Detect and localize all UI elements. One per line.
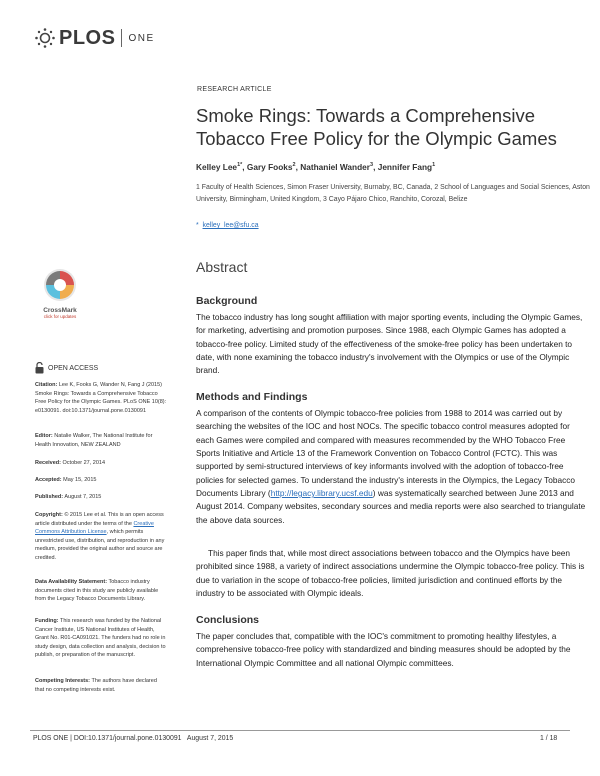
accepted-block: Accepted: May 15, 2015 (35, 477, 97, 483)
author-list: Kelley Lee$^{1*}$, Gary Fooks$^2$, Nathaniel Wander$^3$, Jennifer Fang$^1$ (196, 162, 436, 172)
author[interactable]: Jennifer Fang$^1$ (377, 162, 436, 172)
logo-journal-text: ONE (128, 32, 155, 44)
open-access-label: OPEN ACCESS (48, 364, 99, 372)
conclusions-heading: Conclusions (196, 614, 260, 626)
findings-paragraph: This paper finds that, while most direct associations between tobacco and the Olympics have been prohibited since 1988, a variety of indirect associations undermine the Olympic tobacco-free policy. This is due to variation in the scope of tobacco-free policies, limited jurisdiction and continued efforts by the industry to be associated with Olympic ideals. (196, 548, 585, 599)
page-number: 1 / 18 (540, 735, 558, 742)
funding-block: Funding: This research was funded by the National Cancer Institute, US National Institutes of Health, Grant No. R01-CA091021. The funders had no role in study design, data collection and analysis, decision to publish, or preparation of the manuscript. (35, 618, 166, 659)
author[interactable]: Kelley Lee$^{1*}$ (196, 162, 243, 172)
citation-block: Citation: Lee K, Fooks G, Wander N, Fang J (2015) Smoke Rings: Towards a Comprehensive Tobacco Free Policy for the Olympic Games. PLoS ONE 10(8): e0130091. doi:10.1371/journal.pone.0130091 (35, 382, 167, 414)
corresponding-email: * kelley_lee@sfu.ca (196, 222, 259, 229)
crossmark-sublabel: click for updates (43, 314, 77, 319)
competing-interests-block: Competing Interests: The authors have declared that no competing interests exist. (35, 678, 157, 693)
author[interactable]: Nathaniel Wander$^3$ (300, 162, 374, 172)
open-access-badge (35, 362, 98, 374)
logo-plos-text: PLOS (59, 26, 116, 49)
background-paragraph: The tobacco industry has long sought affiliation with major sporting events, including the Olympic Games, for marketing, advertising and promotion purposes. Since 1988, each Olympic Games has adopted a tobacco-free policy. Limited study of the effectiveness of the smoke-free policy has been undertaken to date, with none examining the tobacco industry's involvement with the Olympics or use of the Olympic brand. (196, 312, 583, 376)
logo-divider (121, 29, 122, 47)
footer-divider (30, 730, 570, 731)
ltdl-link[interactable]: http://legacy.library.ucsf.edu (270, 488, 373, 499)
plos-sun-icon (34, 27, 56, 49)
email-link[interactable]: kelley_lee@sfu.ca (202, 222, 259, 229)
copyright-block: Copyright: © 2015 Lee et al. This is an open access article distributed under the terms of the Creative Commons Attribution License, which permits unrestricted use, distribution, and reproduction in any medium, provided the original author and source are credited. (35, 512, 165, 561)
affiliations: 1 Faculty of Health Sciences, Simon Fraser University, Burnaby, BC, Canada, 2 School of Languages and Social Sciences, Aston University, Birmingham, United Kingdom, 3 Cayo Pájaro Chico, Ranchito, Corozal, Belize (196, 184, 590, 203)
open-lock-icon (35, 362, 44, 374)
footer-citation: PLOS ONE | DOI:10.1371/journal.pone.0130091 August 7, 2015 (33, 735, 234, 742)
article-title: Smoke Rings: Towards a Comprehensive Tobacco Free Policy for the Olympic Games (196, 105, 557, 149)
cc-license-link[interactable]: Creative Commons Attribution License (35, 520, 154, 536)
received-block: Received: October 27, 2014 (35, 460, 106, 466)
methods-heading: Methods and Findings (196, 391, 308, 403)
article-type: RESEARCH ARTICLE (197, 86, 272, 93)
background-heading: Background (196, 295, 258, 307)
crossmark-badge[interactable] (36, 268, 84, 319)
plos-one-logo (34, 26, 155, 50)
methods-paragraph: A comparison of the contents of Olympic tobacco-free policies from 1988 to 2014 was carried out by searching the websites of the IOC and host NOCs. The specific tobacco control measures adopted for each Games were compiled and compared with measures recommended by the WHO Tobacco Free Sports Initiative and Article 13 of the Framework Convention on Tobacco Control (FCTC). This was supported by semi-structured interviews of key informants involved with the adoption of tobacco-free policies for selected games. To understand the industry's interests in the Olympics, the Legacy Tobacco Documents Library (http://legacy.library.ucsf.edu) was systematically searched between June 2013 and August 2014. Company websites, secondary sources and media reports were also searched to triangulate the above data sources. (196, 408, 586, 525)
author[interactable]: Gary Fooks$^2$ (246, 162, 296, 172)
conclusions-paragraph: The paper concludes that, compatible with the IOC's commitment to promoting healthy lifestyles, a comprehensive tobacco-free policy with standardized and binding measures should be adopted by the International Olympic Committee and all national Olympic committees. (196, 631, 571, 668)
abstract-heading: Abstract (196, 259, 248, 275)
editor-block: Editor: Natalie Walker, The National Institute for Health Innovation, NEW ZEALAND (35, 433, 153, 448)
crossmark-icon (43, 268, 77, 302)
data-availability-block: Data Availability Statement: Tobacco industry documents cited in this study are publicly available from the Legacy Tobacco Documents Library. (35, 579, 159, 603)
crossmark-label: CrossMark (43, 307, 77, 314)
published-block: Published: August 7, 2015 (35, 494, 102, 500)
